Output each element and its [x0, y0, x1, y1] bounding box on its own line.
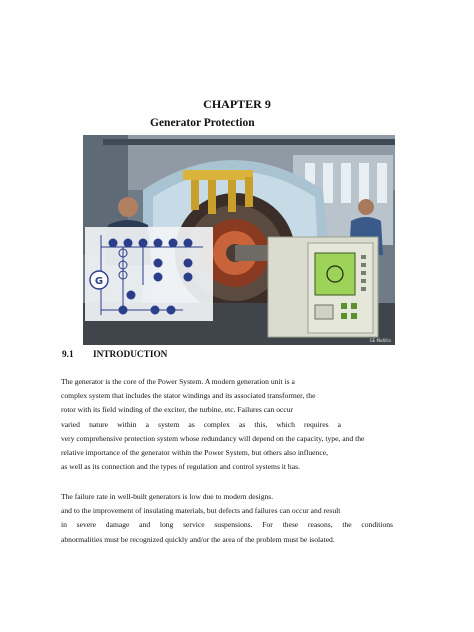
generator-photo	[83, 135, 395, 345]
paragraph-line: as well as its connection and the types of regulation and control systems it has.	[61, 462, 300, 472]
paragraph-line: relative importance of the generator within the Power System, but others also influence,	[61, 448, 328, 458]
chapter-title: Generator Protection	[150, 117, 255, 129]
paragraph-line: in severe damage and long service suspensions. For these reasons, the conditions	[61, 520, 393, 530]
paragraph-1	[61, 375, 391, 474]
paragraph-2	[61, 490, 393, 547]
generator-symbol-label: G	[94, 276, 104, 287]
generator-illustration	[83, 135, 395, 345]
paragraph-line: The generator is the core of the Power System. A modern generation unit is a	[61, 377, 295, 386]
photo-credit: GE Multilin	[369, 338, 391, 343]
paragraph-line: complex system that includes the stator windings and its associated transformer, the	[61, 391, 316, 401]
paragraph-line: rotor with its field winding of the exciter, the turbine, etc. Failures can occur	[61, 405, 294, 415]
section-number: 9.1	[62, 350, 74, 360]
paragraph-line: varied nature within a system as complex as this, which requires a	[61, 419, 341, 429]
chapter-heading: CHAPTER 9	[203, 97, 271, 111]
paragraph-line: very comprehensive protection system whose redundancy will depend on the capacity, type, and the	[61, 433, 365, 443]
paragraph-line: The failure rate in well-built generators is low due to modern designs.	[61, 492, 274, 501]
paragraph-line: abnormalities must be recognized quickly and/or the area of the problem must be isolated.	[61, 534, 335, 544]
section-title: INTRODUCTION	[93, 350, 168, 360]
paragraph-line: and to the improvement of insulating materials, but defects and failures can occur and result	[61, 506, 341, 516]
